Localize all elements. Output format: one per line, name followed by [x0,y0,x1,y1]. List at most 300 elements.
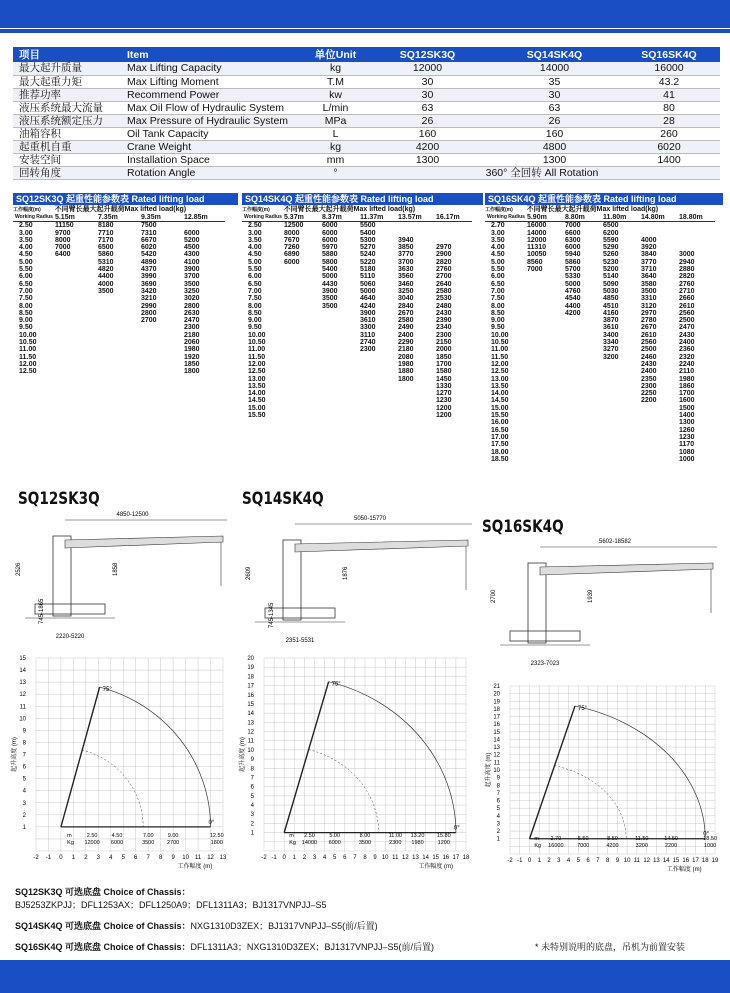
load-cell: 4820 [97,266,114,274]
col-header: SQ14SK4Q [491,47,618,62]
load-cell: 3700 [183,273,200,281]
load-cell: 2430 [435,309,452,317]
load-cell: 6200 [602,229,619,237]
load-cell: 2490 [397,324,414,332]
load-cell [53,317,96,324]
load-cell: 2800 [140,309,157,317]
load-cell [96,303,139,310]
spec-cell: Max Pressure of Hydraulic System [121,114,307,127]
load-cell: 6000 [283,258,300,266]
load-cell [320,310,358,317]
load-cell: 1920 [183,353,200,361]
chassis-sq16: SQ16SK4Q 可选底盘 Choice of Chassis：DFL1311A3；NXG1310D3ZEX；BJ1317VNPJJ–S5(前/后置) [15,942,434,952]
load-table-row [485,303,715,310]
crane-boom [65,536,223,548]
x-tick-label: 15 [672,858,680,864]
load-cell: 4510 [602,302,619,310]
y-tick-label: 4 [22,788,26,795]
load-cell: 12.00 [248,360,266,368]
load-cell [320,324,358,331]
load-cell: 3500 [97,287,114,295]
load-cell: 5500 [359,222,376,230]
load-cell: 7.50 [491,295,505,303]
load-cell: 5220 [359,258,376,266]
y-tick-label: 8 [250,766,254,773]
load-table-row [485,266,715,273]
load-cell: 3110 [359,331,376,339]
load-table-row [485,281,715,288]
load-cell: 8.50 [19,309,33,317]
load-table-row [242,281,472,288]
load-table-row [242,324,472,331]
height-dimension: 1939 [588,589,594,603]
x-tick-label: -1 [45,855,52,861]
load-cell: 4000 [640,236,657,244]
load-cell: 1700 [435,360,452,368]
load-cell [396,412,434,419]
load-cell: 3990 [140,273,157,281]
y-tick-label: 2 [496,829,500,836]
load-cell [358,354,396,361]
y-tick-label: 17 [247,683,254,690]
load-cell [563,361,601,368]
load-unit-label: Kg [289,840,296,846]
load-table-row [242,376,472,383]
load-table-subheader [242,206,483,214]
load-table-subheader [485,206,723,214]
load-cell: 6500 [602,222,619,230]
crane-drawing-sq12 [10,506,235,646]
load-cell: 2840 [397,302,414,310]
load-cell: 5290 [602,244,619,252]
load-cell [96,368,139,375]
load-cell: 2580 [435,287,452,295]
load-cell: 8.00 [19,302,33,310]
x-tick-label: 5 [576,858,581,864]
height-dimension: 1876 [343,566,349,580]
load-cell: 5.00 [491,258,505,266]
boom-length-header: 5.15m [53,214,96,222]
spec-cell: 30 [364,75,491,88]
load-cell: 3940 [397,236,414,244]
load-cell: 5940 [564,251,581,259]
load-cell: 1260 [678,426,695,434]
load-label: 不同臂长最大起升载荷Max lifted load(kg) [526,206,659,213]
x-tick-label: 13 [219,855,227,861]
load-cell: 3850 [397,244,414,252]
load-cell: 3900 [183,266,200,274]
crane-boom [295,540,468,552]
y-tick-label: 8 [496,783,500,790]
load-cell: 3500 [321,302,338,310]
load-radius: 18.50 [703,836,718,842]
load-cell: 5230 [602,258,619,266]
boom-length-header: 8.80m [563,214,601,222]
x-tick-label: 16 [442,855,450,861]
y-tick-label: 11 [493,760,500,767]
load-cell [563,412,601,419]
load-cell: 3340 [602,339,619,347]
x-tick-label: 14 [422,855,429,861]
load-cell: 7670 [283,236,300,244]
load-table-row [242,397,472,404]
load-cell [396,390,434,397]
angle-label: 0° [208,819,215,826]
load-cell: 3420 [140,287,157,295]
load-cell: 5180 [359,266,376,274]
load-cell: 1800 [397,375,414,383]
load-cell [96,346,139,353]
y-tick-label: 1 [22,824,26,831]
load-value: 2200 [664,843,678,849]
load-cell: 12000 [526,236,547,244]
load-unit-label: m [534,836,539,842]
load-cell: 12.50 [19,368,37,376]
x-tick-label: 8 [363,855,367,861]
x-tick-label: 14 [662,858,670,864]
load-table-row [13,266,225,273]
load-table-row [485,405,715,412]
load-cell [282,383,320,390]
load-cell: 3920 [640,244,657,252]
load-table-row [242,259,472,266]
load-cell: 3900 [321,287,338,295]
radius-label: 工作幅度(m) [13,207,41,213]
y-tick-label: 18 [247,674,254,681]
load-cell: 4400 [97,273,114,281]
x-tick-label: 10 [381,855,389,861]
load-cell [601,383,639,390]
load-cell [639,456,677,463]
load-value: 1980 [411,840,424,846]
angle-label: 75° [331,681,341,688]
load-cell [53,324,96,331]
load-value: 7000 [577,843,590,849]
load-table-row [13,339,225,346]
spec-cell: 回转角度 [13,166,121,179]
load-cell: 2150 [435,339,452,347]
load-table-row [485,361,715,368]
y-tick-label: 20 [247,656,254,662]
load-cell: 1400 [678,412,695,420]
load-radius: 15.80 [436,833,451,839]
load-table-row [13,295,225,302]
load-cell: 15.00 [248,404,266,412]
load-cell [525,456,563,463]
load-cell [320,383,358,390]
load-cell: 4.00 [491,244,505,252]
load-table-grid [13,214,225,376]
load-cell: 3.50 [248,236,262,244]
load-table-sq16 [485,193,723,463]
x-tick-label: 12 [402,855,409,861]
load-cell: 3640 [640,273,657,281]
load-cell: 6890 [283,251,300,259]
y-tick-label: 1 [250,830,254,837]
load-table-row [13,230,225,237]
crane-base [510,631,580,641]
y-tick-label: 9 [22,728,26,735]
spec-cell: ° [307,166,364,179]
boom-length-header: 11.37m [358,214,396,222]
boom-length-header: 12.85m [182,214,225,222]
crane-base [265,608,335,618]
load-cell: 3870 [602,317,619,325]
load-cell: 3840 [640,251,657,259]
load-cell: 5420 [140,251,157,259]
load-cell [639,419,677,426]
load-cell: 1600 [678,397,695,405]
load-table-row [13,244,225,251]
load-cell: 7.00 [491,287,505,295]
x-tick-label: 12 [643,858,651,864]
load-cell [53,346,96,353]
load-cell [282,346,320,353]
load-cell: 1860 [678,382,695,390]
load-cell: 2470 [183,317,200,325]
radius-label: 工作幅度(m) [242,207,270,213]
load-cell: 4850 [602,295,619,303]
load-cell: 6400 [54,251,71,259]
load-table-grid [485,214,715,463]
load-cell: 8560 [526,258,543,266]
load-cell: 5330 [564,273,581,281]
load-cell: 6000 [321,236,338,244]
spec-cell: 43.2 [618,75,720,88]
load-table-row [242,383,472,390]
load-cell [53,339,96,346]
load-cell: 10.00 [491,331,509,339]
load-table-row [485,288,715,295]
y-tick-label: 13 [247,720,254,727]
load-cell: 1980 [678,375,695,383]
load-value: 4200 [606,843,619,849]
load-table-row [485,310,715,317]
load-cell: 2660 [678,295,695,303]
angle-label: 75° [578,705,588,712]
load-cell [525,419,563,426]
load-cell [96,339,139,346]
load-cell [563,441,601,448]
spec-cell: Oil Tank Capacity [121,127,307,140]
x-tick-label: 5 [333,855,337,861]
load-cell [525,441,563,448]
load-cell: 11.00 [491,346,509,354]
y-tick-label: 12 [247,729,254,736]
load-cell: 4540 [564,295,581,303]
load-cell: 8.50 [248,309,262,317]
load-cell: 2900 [435,251,452,259]
load-cell [525,288,563,295]
load-cell: 3310 [640,295,657,303]
bottom-banner [0,960,730,993]
x-tick-label: 7 [353,855,357,861]
load-table-row [13,288,225,295]
load-cell: 2240 [678,360,695,368]
x-tick-label: 0 [282,855,286,861]
load-cell: 1330 [435,382,452,390]
load-table-row [242,332,472,339]
x-tick-label: 7 [146,855,150,861]
y-tick-label: 16 [493,722,500,729]
load-cell [639,412,677,419]
load-cell: 2080 [397,353,414,361]
load-cell: 2820 [435,258,452,266]
load-cell: 5.50 [248,266,262,274]
load-cell: 7260 [283,244,300,252]
load-cell: 10.50 [248,339,266,347]
spec-cell: 160 [491,127,618,140]
load-table-row [13,273,225,280]
load-table-row [242,412,472,419]
load-table-head-row [242,214,472,222]
load-table-row [485,251,715,258]
load-cell: 2880 [678,266,695,274]
load-value: 1200 [437,840,450,846]
x-tick-label: 13 [653,858,660,864]
x-tick-label: 4 [322,855,327,861]
load-cell: 18.00 [491,448,509,456]
x-tick-label: 12 [207,855,214,861]
load-cell [320,368,358,375]
load-cell: 6000 [321,229,338,237]
load-cell [601,456,639,463]
load-cell: 7000 [526,266,543,274]
load-cell: 6.50 [19,280,33,288]
load-cell: 7.50 [248,295,262,303]
load-cell [96,332,139,339]
load-cell [563,456,601,463]
boom-line [284,682,328,833]
load-table-row [13,303,225,310]
x-tick-label: 5 [121,855,125,861]
load-cell: 5060 [359,280,376,288]
load-cell [525,390,563,397]
load-cell: 4430 [321,280,338,288]
x-axis-label: 工作幅度 (m) [418,864,454,870]
load-cell: 11.50 [491,353,509,361]
load-table-row [13,222,225,230]
load-cell [639,222,677,230]
load-table-row [485,368,715,375]
spec-cell: Max Lifting Moment [121,75,307,88]
load-cell [639,230,677,237]
load-cell: 3210 [140,295,157,303]
angle-label: 0° [453,825,460,832]
load-cell: 2290 [397,339,414,347]
load-cell [601,397,639,404]
load-cell: 5.50 [19,266,33,274]
load-cell: 2610 [640,331,657,339]
y-tick-label: 21 [493,684,500,690]
x-tick-label: 19 [711,858,719,864]
load-cell: 4100 [183,258,200,266]
y-tick-label: 10 [493,768,500,774]
boom-length-header: 11.80m [601,214,639,222]
load-cell: 1700 [678,390,695,398]
load-table-row [242,273,472,280]
load-cell: 4.50 [248,251,262,259]
load-table-row [485,332,715,339]
radius-sublabel: Working Radius [244,214,282,220]
y-tick-label: 15 [493,729,500,736]
load-cell: 2780 [640,317,657,325]
load-cell [53,295,96,302]
load-radius: 9.00 [167,833,179,839]
load-table-row [242,354,472,361]
load-value: 3200 [635,843,648,849]
load-cell: 1080 [678,448,695,456]
x-tick-label: -1 [271,855,277,861]
chassis-sq14: SQ14SK4Q 可选底盘 Choice of Chassis：NXG1310D3ZEX；BJ1317VNPJJ–S5(前/后置) [15,921,378,931]
x-tick-label: 8 [158,855,163,861]
load-cell: 9.50 [19,324,33,332]
load-cell [563,339,601,346]
load-cell [282,405,320,412]
spec-cell: 4800 [491,140,618,153]
load-cell: 2560 [678,309,695,317]
load-cell: 4300 [183,251,200,259]
spec-cell: 26 [364,114,491,127]
x-tick-label: -1 [517,858,523,864]
load-cell: 3250 [183,287,200,295]
load-cell: 3300 [359,324,376,332]
load-table-row [485,390,715,397]
load-label: 不同臂长最大起升载荷Max lifted load(kg) [283,206,416,213]
load-cell: 2060 [183,339,200,347]
load-table-row [485,441,715,448]
load-cell [601,419,639,426]
load-cell [639,449,677,456]
load-cell: 3.50 [19,236,33,244]
load-cell: 10.00 [248,331,266,339]
x-tick-label: 16 [682,858,690,864]
spec-cell: 160 [364,127,491,140]
load-cell: 3120 [640,302,657,310]
load-cell [525,405,563,412]
load-cell: 3.00 [491,229,505,237]
spec-cell: T.M [307,75,364,88]
load-cell [320,390,358,397]
load-cell: 6000 [564,244,581,252]
load-cell: 13.50 [248,382,266,390]
radius-sublabel: Working Radius [15,214,53,220]
y-tick-label: 6 [496,798,500,805]
crane-base [35,604,105,614]
load-cell [53,281,96,288]
load-radius: 7.00 [142,833,154,839]
load-cell: 18.50 [491,455,509,463]
col-header: SQ16SK4Q [618,47,720,62]
load-cell: 6670 [140,236,157,244]
load-cell [320,405,358,412]
y-tick-label: 15 [247,701,254,708]
load-cell [96,310,139,317]
spec-cell: 14000 [491,62,618,75]
x-tick-label: 9 [171,855,175,861]
load-cell [601,405,639,412]
y-tick-label: 7 [22,752,26,759]
x-tick-label: 1 [292,855,296,861]
spec-row [13,88,720,101]
spec-cell: 最大起重力矩 [13,75,121,88]
load-cell [639,405,677,412]
load-cell: 3400 [602,331,619,339]
load-radius: 11.50 [635,836,649,842]
load-cell [320,361,358,368]
load-cell: 6300 [564,236,581,244]
load-cell: 3770 [640,258,657,266]
